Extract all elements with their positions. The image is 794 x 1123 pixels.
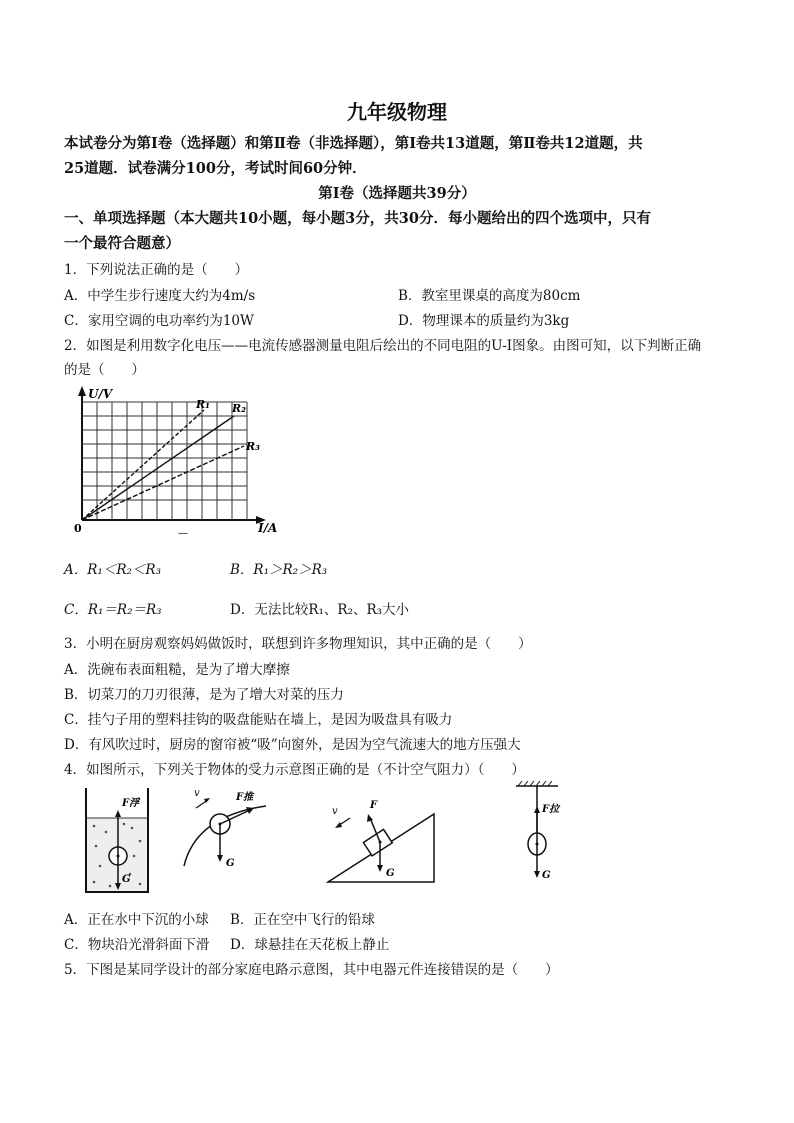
q1-option-b: B．教室里课桌的高度为80cm	[398, 288, 581, 304]
q2-option-d: D．无法比较R₁、R₂、R₃大小	[230, 602, 410, 618]
x-axis-label: I/A	[258, 521, 278, 535]
fig-b-g-label: G	[226, 858, 235, 869]
ui-graph	[66, 380, 296, 540]
intro-line-2: 25道题．试卷满分100分，考试时间60分钟．	[64, 160, 367, 177]
fig-b-force-label: F推	[236, 792, 254, 803]
q3-option-c: C．挂勺子用的塑料挂钩的吸盘能贴在墙上，是因为吸盘具有吸力	[64, 712, 453, 728]
q1-option-c: C．家用空调的电功率约为10W	[64, 313, 254, 329]
fig-c-v-label: v	[332, 806, 338, 817]
q5-stem: 5．下图是某同学设计的部分家庭电路示意图，其中电器元件连接错误的是（ ）	[64, 962, 559, 978]
section1-line-2: 一个最符合题意）	[64, 235, 180, 252]
figure-b	[176, 786, 276, 876]
q2-option-c: C．R₁＝R₂＝R₃	[64, 602, 162, 618]
fig-a-top-label: F浮	[122, 798, 140, 809]
q2-option-b: B．R₁＞R₂＞R₃	[230, 562, 328, 578]
q3-stem: 3．小明在厨房观察妈妈做饭时，联想到许多物理知识，其中正确的是（ ）	[64, 636, 532, 652]
page-title: 九年级物理	[347, 100, 447, 124]
figure-c	[322, 796, 442, 888]
figure-a	[82, 786, 154, 898]
r3-line	[82, 446, 244, 520]
q4-option-a: A．正在水中下沉的小球	[64, 912, 209, 928]
part1-title: 第Ⅰ卷（选择题共39分）	[318, 185, 476, 202]
q2-stem-line-1: 2．如图是利用数字化电压——电流传感器测量电阻后绘出的不同电阻的U-I图象。由图可知，以下判断正确	[64, 338, 702, 354]
r2-line	[82, 416, 234, 520]
r3-label: R₃	[246, 440, 260, 453]
q1-option-a: A．中学生步行速度大约为4m/s	[64, 288, 256, 304]
y-axis-label: U/V	[88, 387, 113, 401]
fig-d-g-label: G	[542, 870, 551, 881]
fig-c-f-label: F	[370, 800, 378, 811]
q1-stem: 1．下列说法正确的是（ ）	[64, 262, 249, 278]
q1-option-d: D．物理课本的质量约为3kg	[398, 313, 570, 329]
section1-line-1: 一、单项选择题（本大题共10小题，每小题3分，共30分．每小题给出的四个选项中，只有	[64, 210, 651, 227]
q2-option-a: A．R₁＜R₂＜R₃	[64, 562, 161, 578]
fig-b-v-label: v	[194, 788, 200, 799]
q3-option-d: D．有风吹过时，厨房的窗帘被“吸”向窗外，是因为空气流速大的地方压强大	[64, 737, 521, 753]
intro-line-1: 本试卷分为第Ⅰ卷（选择题）和第Ⅱ卷（非选择题），第Ⅰ卷共13道题，第Ⅱ卷共12道题，共	[64, 135, 643, 152]
origin-label: 0	[74, 522, 82, 535]
q2-stem-line-2: 的是（ ）	[64, 362, 145, 378]
fig-a-bottom-label: G	[122, 874, 131, 885]
q4-stem: 4．如图所示，下列关于物体的受力示意图正确的是（不计空气阻力）（ ）	[64, 762, 525, 778]
q4-option-b: B．正在空中飞行的铅球	[230, 912, 375, 928]
caption-mark: —	[178, 528, 188, 539]
r2-label: R₂	[232, 402, 246, 415]
fig-c-g-label: G	[386, 868, 395, 879]
figure-d	[500, 780, 590, 898]
r1-line	[82, 410, 204, 520]
fig-d-top-label: F拉	[542, 804, 560, 815]
q4-option-c: C．物块沿光滑斜面下滑	[64, 937, 210, 953]
q4-option-d: D．球悬挂在天花板上静止	[230, 937, 390, 953]
q3-option-b: B．切菜刀的刀刃很薄，是为了增大对菜的压力	[64, 687, 344, 703]
r1-label: R₁	[196, 398, 210, 411]
q3-option-a: A．洗碗布表面粗糙，是为了增大摩擦	[64, 662, 290, 678]
y-axis-arrow	[78, 386, 86, 396]
